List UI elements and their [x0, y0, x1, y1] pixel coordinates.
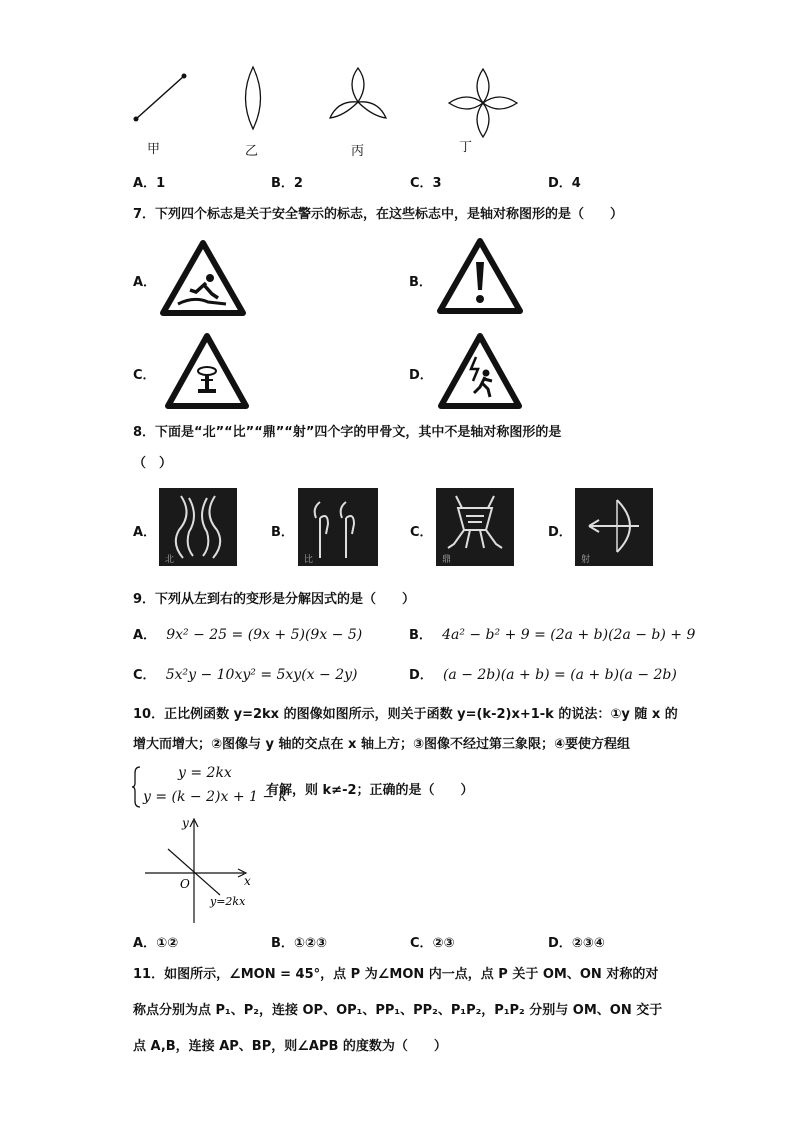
oracle-ding-image: [436, 488, 514, 566]
q9-option-a[interactable]: A． 9x² − 25 = (9x + 5)(9x − 5): [133, 627, 363, 643]
q7-option-b[interactable]: B．: [409, 275, 432, 290]
system-eq1: y = 2kx: [178, 765, 232, 781]
q10-option-c[interactable]: C．②③: [410, 936, 455, 951]
q9-option-d[interactable]: D． (a − 2b)(a + b) = (a + b)(a − 2b): [409, 667, 677, 683]
q7-option-d[interactable]: D．: [409, 368, 433, 383]
warning-sign-electric-icon: [438, 333, 522, 409]
q9-stem: 9．下列从左到右的变形是分解因式的是（ ）: [133, 592, 416, 607]
q10-option-b[interactable]: B．①②③: [271, 936, 327, 951]
q6-option-d[interactable]: D．4: [548, 176, 581, 191]
figure-label-bing: 丙: [351, 144, 365, 159]
q11-line3: 点 A,B，连接 AP、BP，则∠APB 的度数为（ ）: [133, 1039, 447, 1054]
q8-option-a[interactable]: A．: [133, 525, 157, 540]
graph-x-label: x: [244, 874, 251, 888]
q8-option-c[interactable]: C．: [410, 525, 433, 540]
q7-stem: 7．下列四个标志是关于安全警示的标志，在这些标志中，是轴对称图形的是（ ）: [133, 207, 624, 222]
figure-label-ding: 丁: [459, 140, 473, 155]
q9-option-b[interactable]: B． 4a² − b² + 9 = (2a + b)(2a − b) + 9: [409, 627, 696, 643]
q9-option-d-expr: (a − 2b)(a + b) = (a + b)(a − 2b): [442, 667, 677, 683]
oracle-caption-bei: 北: [165, 555, 175, 565]
oracle-bei-image: [159, 488, 237, 566]
warning-sign-machine-icon: [165, 333, 249, 409]
figure-jia-segment: [130, 70, 190, 125]
q11-line1: 11．如图所示，∠MON = 45°，点 P 为∠MON 内一点，点 P 关于 OM、ON 对称的对: [133, 967, 659, 982]
q10-graph: [140, 815, 260, 927]
oracle-caption-bi: 比: [304, 555, 314, 565]
figure-bing-three-petals: [328, 66, 388, 126]
oracle-bi-image: [298, 488, 378, 566]
warning-sign-slip-icon: [160, 240, 246, 316]
figure-yi-lens: [240, 65, 266, 131]
q7-option-c[interactable]: C．: [133, 368, 156, 383]
figure-ding-four-petals: [447, 67, 519, 139]
q11-line2: 称点分别为点 P₁、P₂，连接 OP、OP₁、PP₁、PP₂、P₁P₂，P₁P₂ 分别与 OM、ON 交于: [133, 1003, 663, 1018]
q10-option-d[interactable]: D．②③④: [548, 936, 605, 951]
oracle-she-image: [575, 488, 653, 566]
q6-option-b[interactable]: B．2: [271, 176, 303, 191]
q8-option-b[interactable]: B．: [271, 525, 294, 540]
q9-option-c[interactable]: C． 5x²y − 10xy² = 5xy(x − 2y): [133, 667, 358, 683]
figure-label-jia: 甲: [147, 142, 161, 157]
graph-origin-label: O: [180, 877, 190, 891]
figure-label-yi: 乙: [245, 144, 259, 159]
q7-option-a[interactable]: A．: [133, 275, 157, 290]
warning-sign-exclamation-icon: [437, 238, 523, 314]
q10-line1: 10．正比例函数 y=2kx 的图像如图所示，则关于函数 y=(k-2)x+1-k 的说法：①y 随 x 的: [133, 707, 678, 722]
q9-option-c-expr: 5x²y − 10xy² = 5xy(x − 2y): [165, 667, 358, 683]
oracle-caption-she: 射: [581, 555, 591, 565]
q8-stem-line2: （ ）: [133, 456, 173, 471]
graph-line-label: y=2kx: [210, 895, 246, 908]
system-eq2: y = (k − 2)x + 1 − k: [143, 789, 288, 805]
q6-option-c[interactable]: C．3: [410, 176, 442, 191]
q6-option-a[interactable]: A．1: [133, 176, 166, 191]
oracle-caption-ding: 鼎: [442, 555, 452, 565]
q9-option-b-expr: 4a² − b² + 9 = (2a + b)(2a − b) + 9: [442, 627, 696, 643]
q10-option-a[interactable]: A．①②: [133, 936, 179, 951]
system-brace: [132, 765, 142, 809]
q8-stem-line1: 8．下面是“北”“比”“鼎”“射”四个字的甲骨文，其中不是轴对称图形的是: [133, 425, 562, 440]
q10-line2: 增大而增大；②图像与 y 轴的交点在 x 轴上方；③图像不经过第三象限；④要使方程组: [133, 737, 630, 752]
graph-y-label: y: [182, 816, 189, 830]
q10-line3: 有解，则 k≠-2；正确的是（ ）: [266, 783, 474, 798]
q9-option-a-expr: 9x² − 25 = (9x + 5)(9x − 5): [166, 627, 363, 643]
q8-option-d[interactable]: D．: [548, 525, 572, 540]
